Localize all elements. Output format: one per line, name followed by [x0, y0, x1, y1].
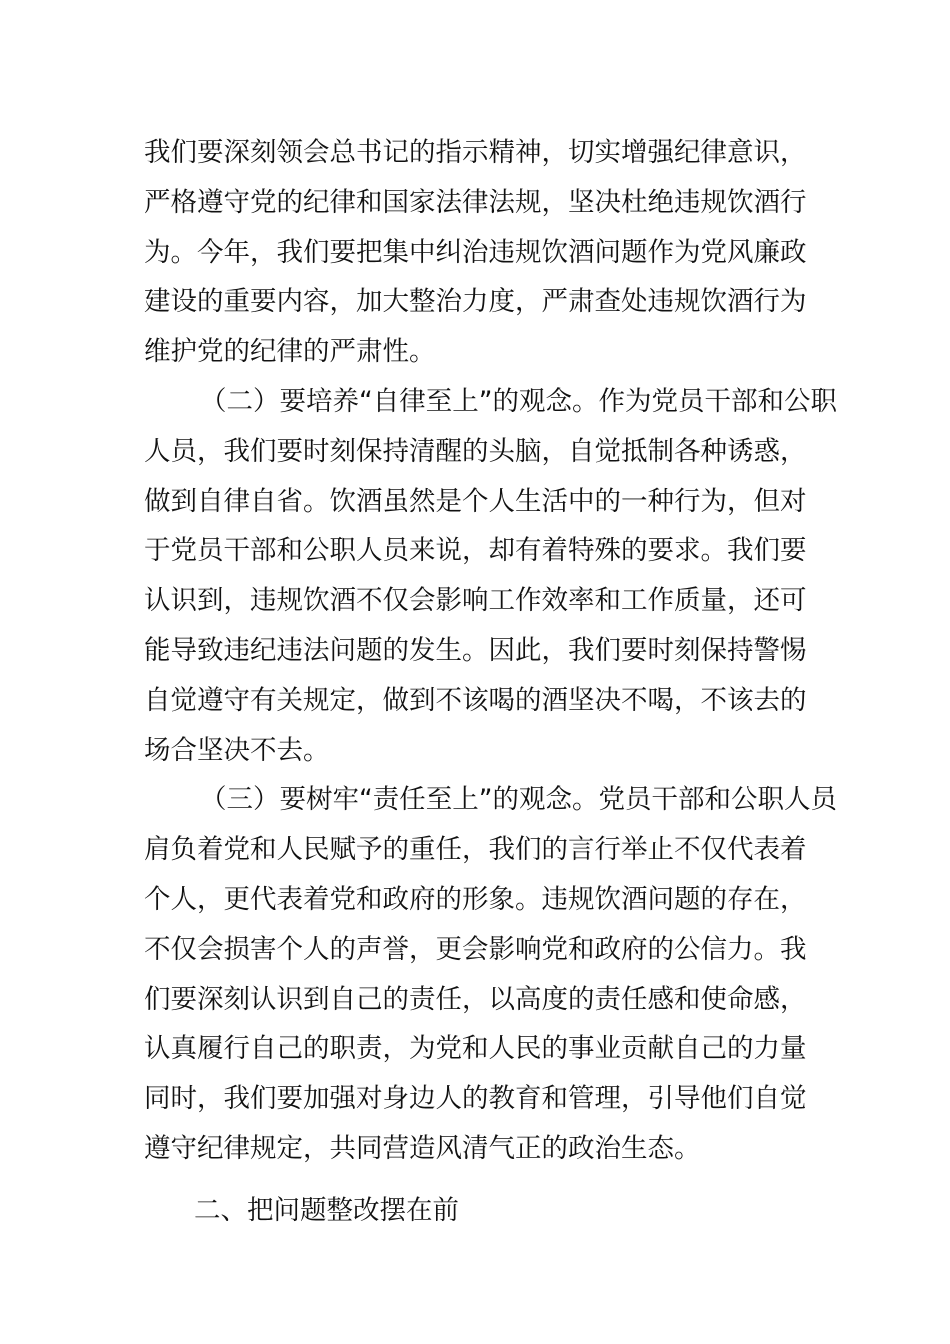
text-line: 建设的重要内容，加大整治力度，严肃查处违规饮酒行为: [144, 286, 807, 318]
text-line: 个人，更代表着党和政府的形象。违规饮酒问题的存在，: [144, 883, 807, 915]
text-line: 遵守纪律规定，共同营造风清气正的政治生态。: [144, 1132, 701, 1164]
text-line: 维护党的纪律的严肃性。: [144, 336, 436, 368]
text-line: 同时，我们要加强对身边人的教育和管理，引导他们自觉: [144, 1083, 807, 1115]
text-line: 能导致违纪违法问题的发生。因此，我们要时刻保持警惕: [144, 634, 807, 666]
text-line: （二）要培养“自律至上”的观念。作为党员干部和公职: [200, 385, 837, 417]
document-body: [144, 128, 837, 1236]
text-line: 场合坚决不去。: [144, 734, 330, 766]
text-line: 严格遵守党的纪律和国家法律法规，坚决杜绝违规饮酒行: [144, 186, 807, 218]
text-line: （三）要树牢“责任至上”的观念。党员干部和公职人员: [200, 784, 837, 816]
text-line: 为。今年，我们要把集中纠治违规饮酒问题作为党风廉政: [144, 236, 807, 268]
text-line: 肩负着党和人民赋予的重任，我们的言行举止不仅代表着: [144, 834, 807, 866]
text-line: 认识到，违规饮酒不仅会影响工作效率和工作质量，还可: [144, 585, 807, 617]
paragraph-responsibility: [144, 775, 837, 1173]
text-line: 做到自律自省。饮酒虽然是个人生活中的一种行为，但对: [144, 485, 807, 517]
text-line: 于党员干部和公职人员来说，却有着特殊的要求。我们要: [144, 535, 807, 567]
text-line: 自觉遵守有关规定，做到不该喝的酒坚决不喝，不该去的: [144, 684, 807, 716]
text-line: 我们要深刻领会总书记的指示精神，切实增强纪律意识，: [144, 137, 807, 168]
text-line: 们要深刻认识到自己的责任，以高度的责任感和使命感，: [144, 983, 807, 1015]
text-line: 不仅会损害个人的声誉，更会影响党和政府的公信力。我: [144, 933, 807, 965]
text-line: 认真履行自己的职责，为党和人民的事业贡献自己的力量: [144, 1033, 807, 1065]
text-line: 人员，我们要时刻保持清醒的头脑，自觉抵制各种诱惑，: [144, 435, 807, 467]
section-heading: 二、把问题整改摆在前: [194, 1194, 459, 1226]
paragraph-discipline: [144, 128, 806, 377]
paragraph-self-discipline: [144, 377, 837, 775]
